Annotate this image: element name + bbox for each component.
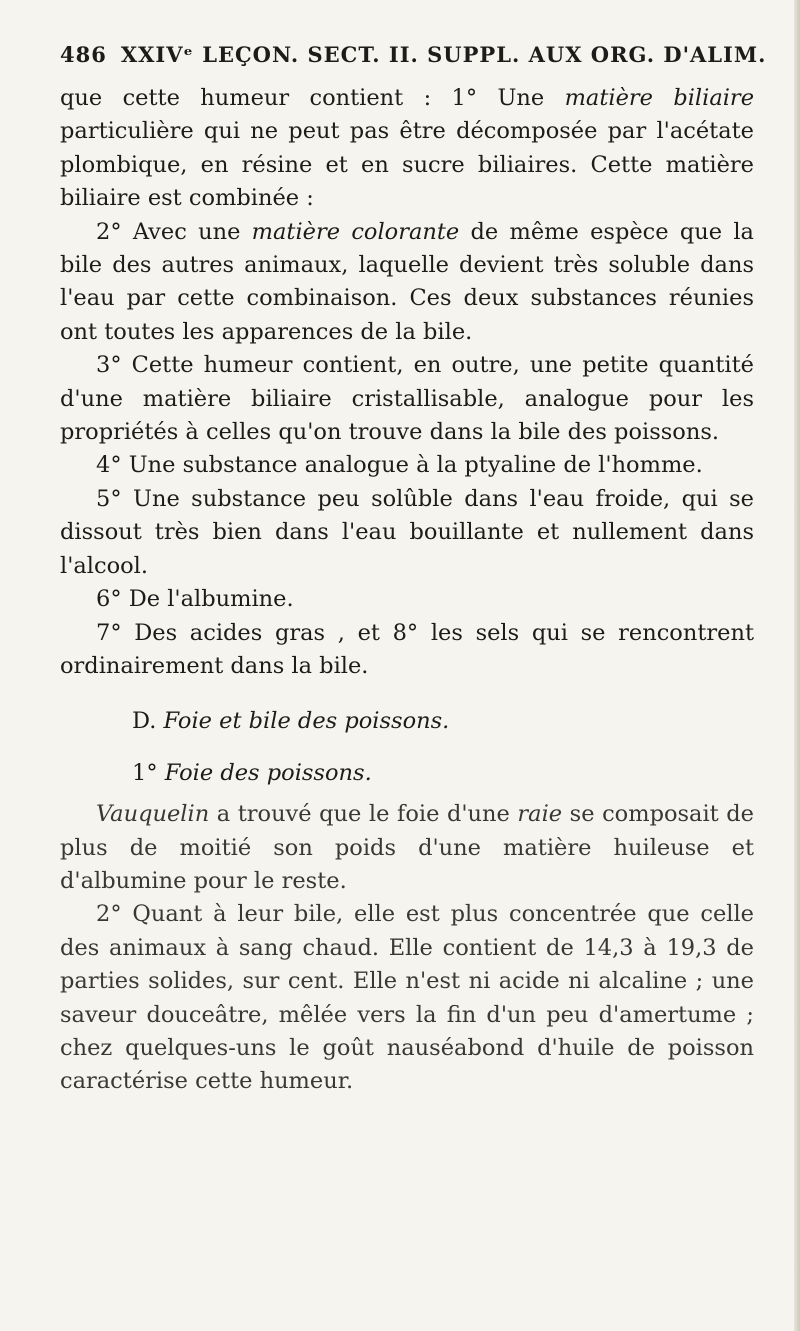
- text-run: de même espèce que la bile des autres animaux, laquelle devient très soluble dans l'eau par cette combinaison. Ces deux substances réunies ont toutes les apparences de la bile.: [60, 218, 754, 345]
- emphasis-text: matière biliaire: [564, 85, 755, 111]
- emphasis-text: matière colorante: [251, 218, 460, 245]
- text-run: particulière qui ne peut pas être décomposée par l'acétate plombique, en résine et en sucre biliaires. Cette matière biliaire est combinée :: [60, 118, 754, 212]
- paragraph-item-7: 7° Des acides gras , et 8° les sels qui se rencontrent ordinairement dans la bile.: [60, 619, 754, 679]
- paragraph-matiere-biliaire: [60, 82, 754, 216]
- page-edge: [794, 0, 800, 1331]
- paragraph-vauquelin: [60, 798, 754, 898]
- paragraph-matiere-colorante: [60, 216, 754, 350]
- author-name: Vauquelin: [96, 801, 210, 828]
- page-body: [60, 82, 754, 1099]
- running-header: [60, 42, 767, 67]
- section-heading-d: [60, 705, 754, 738]
- paragraph-item-6: 6° De l'albumine.: [96, 586, 294, 613]
- subsection-heading: [60, 757, 754, 790]
- text-run: a trouvé que le foie d'une: [209, 801, 518, 828]
- subsection-title: Foie des poissons.: [164, 759, 372, 786]
- page-number: 486: [60, 42, 107, 67]
- text-run: 2° Avec une: [96, 218, 252, 245]
- paragraph-bile-poissons: 2° Quant à leur bile, elle est plus concentrée que celle des animaux à sang chaud. Elle contient de 14,3 à 19,3 de parties solides, sur cent. Elle n'est ni acide ni alcaline ; une saveur douceâtre, mêlée vers la fin d'un peu d'amertume ; chez quelques-uns le goût nauséabond d'huile de poisson caractérise cette humeur.: [60, 901, 754, 1095]
- paragraph-item-4: 4° Une substance analogue à la ptyaline de l'homme.: [96, 452, 703, 479]
- text-run: que cette humeur contient : 1° Une: [60, 85, 565, 111]
- text-run: se composait de plus de moitié son poids d'une matière huileuse et d'albumine pour le reste.: [60, 801, 754, 894]
- paragraph-item-5: 5° Une substance peu solûble dans l'eau froide, qui se dissout très bien dans l'eau bouillante et nullement dans l'alcool.: [60, 485, 754, 579]
- emphasis-text: raie: [517, 801, 563, 828]
- subsection-number: 1°: [132, 759, 158, 786]
- section-title: Foie et bile des poissons.: [163, 708, 450, 735]
- paragraph-item-3: 3° Cette humeur contient, en outre, une petite quantité d'une matière biliaire cristallisable, analogue pour les propriétés à celles qu'on trouve dans la bile des poissons.: [60, 352, 754, 446]
- section-letter: D.: [132, 708, 157, 735]
- running-title: XXIVᵉ LEÇON. SECT. II. SUPPL. AUX ORG. D'ALIM.: [120, 42, 767, 67]
